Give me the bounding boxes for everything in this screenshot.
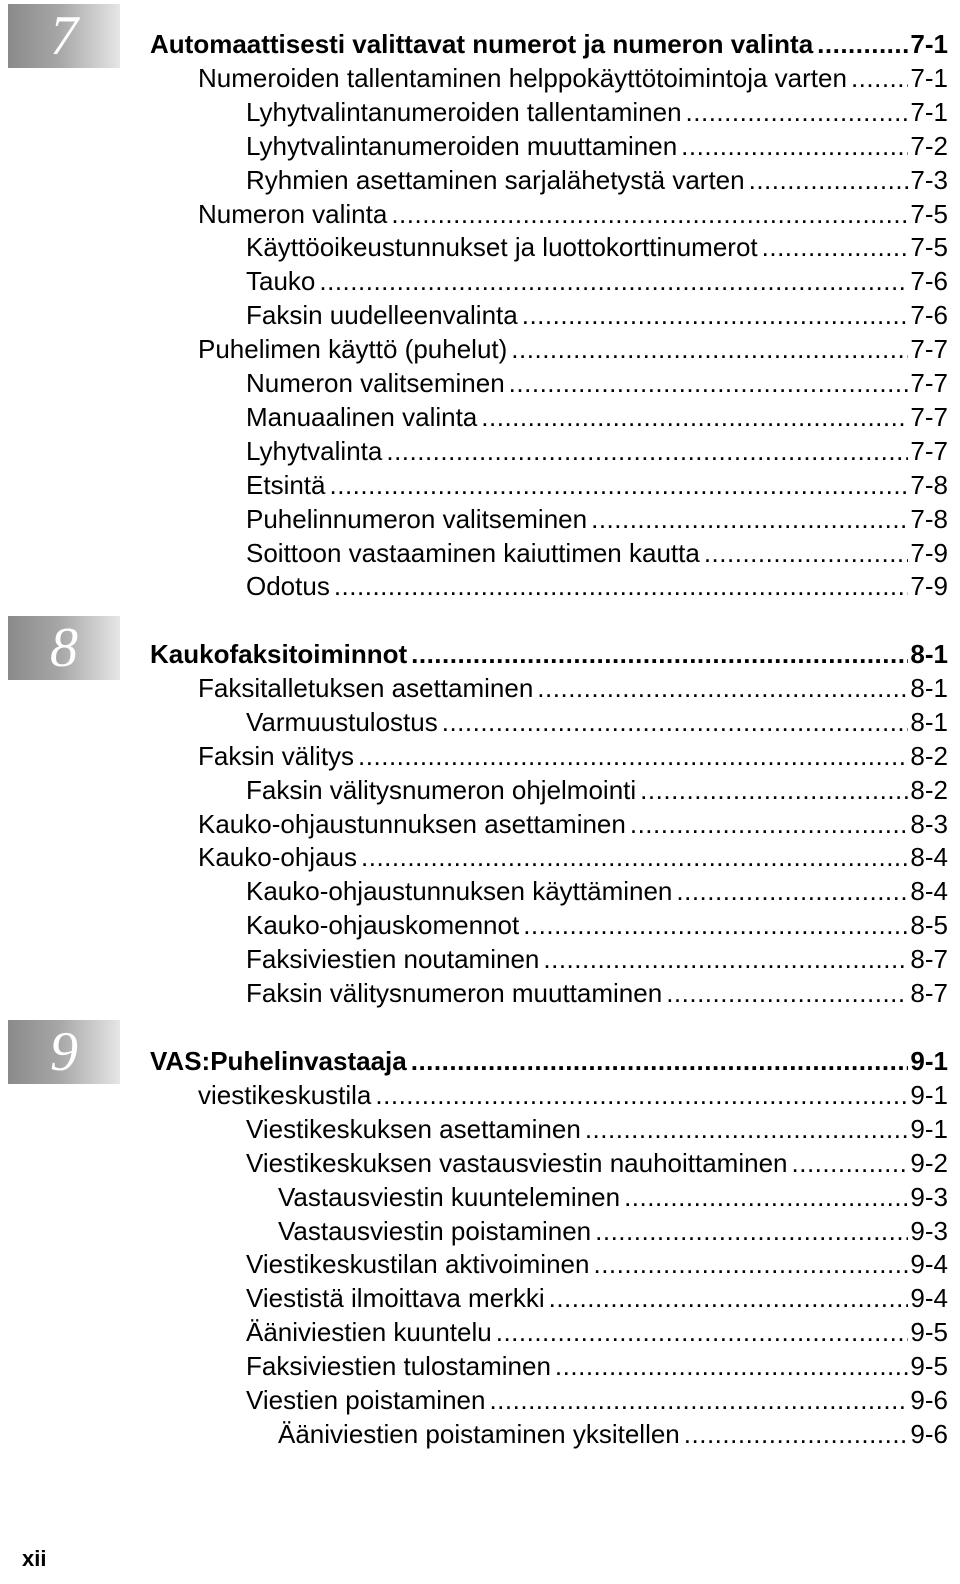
toc-entry-title: Kaukofaksitoiminnot bbox=[150, 639, 408, 669]
toc-entry-title: Viestien poistaminen bbox=[246, 1385, 486, 1415]
chapter-tab bbox=[8, 1020, 120, 1084]
toc-entry-page: 9-4 bbox=[910, 1283, 948, 1314]
toc-dot-leader bbox=[595, 1215, 908, 1247]
toc-entry-title: Kauko-ohjaus bbox=[198, 842, 357, 873]
toc-dot-leader bbox=[555, 1350, 909, 1382]
toc-entry-title: Ääniviestien kuuntelu bbox=[246, 1317, 492, 1348]
toc-entry-title: Lyhytvalintanumeroiden muuttaminen bbox=[246, 130, 678, 161]
toc-entry-page: 9-5 bbox=[910, 1351, 948, 1382]
toc-dot-leader bbox=[676, 875, 908, 907]
toc-entry-page: 7-8 bbox=[910, 503, 948, 534]
toc-entry-page: 7-9 bbox=[910, 571, 948, 602]
toc-dot-leader bbox=[522, 299, 909, 331]
toc-entry[interactable] bbox=[246, 706, 948, 738]
toc-entry[interactable] bbox=[198, 841, 948, 873]
toc-entry-page: 7-7 bbox=[910, 401, 948, 432]
toc-chapter-heading[interactable] bbox=[150, 638, 948, 670]
toc-entry-title: Faksiviestien tulostaminen bbox=[246, 1351, 551, 1382]
toc-entry-page: 7-5 bbox=[910, 232, 948, 263]
toc-entry-page: 9-1 bbox=[910, 1046, 948, 1076]
toc-entry[interactable] bbox=[278, 1418, 948, 1450]
toc-entry-page: 8-7 bbox=[910, 944, 948, 975]
toc-entry-title: Ääniviestien poistaminen yksitellen bbox=[278, 1418, 680, 1449]
toc-dot-leader bbox=[549, 1282, 909, 1314]
toc-dot-leader bbox=[666, 977, 908, 1009]
toc-entry-title: Faksin välitys bbox=[198, 740, 355, 771]
toc-dot-leader bbox=[481, 401, 908, 433]
toc-dot-leader bbox=[817, 28, 908, 60]
toc-dot-leader bbox=[411, 638, 908, 670]
toc-entry-title: Lyhytvalinta bbox=[246, 435, 383, 466]
toc-dot-leader bbox=[511, 333, 908, 365]
toc-dot-leader bbox=[411, 1045, 909, 1077]
toc-dot-leader bbox=[681, 130, 908, 162]
toc-dot-leader bbox=[496, 1316, 909, 1348]
toc-entry-page: 7-5 bbox=[910, 198, 948, 229]
toc-entry[interactable] bbox=[246, 367, 948, 399]
toc-entry-page: 7-6 bbox=[910, 300, 948, 331]
toc-entry-page: 8-5 bbox=[910, 910, 948, 941]
toc-dot-leader bbox=[543, 943, 908, 975]
toc-dot-leader bbox=[749, 164, 909, 196]
toc-entry-page: 9-3 bbox=[910, 1215, 948, 1246]
toc-entry[interactable] bbox=[246, 1113, 948, 1145]
toc-dot-leader bbox=[684, 1418, 909, 1450]
toc-entry-title: Vastausviestin kuunteleminen bbox=[278, 1181, 621, 1212]
toc-entry[interactable] bbox=[246, 1147, 948, 1179]
chapter-tab bbox=[8, 616, 120, 680]
toc-entry-title: Viestikeskuksen asettaminen bbox=[246, 1113, 581, 1144]
toc-entry[interactable] bbox=[246, 875, 948, 907]
toc-entry-page: 8-2 bbox=[910, 740, 948, 771]
toc-entry[interactable] bbox=[246, 231, 948, 263]
toc-chapter-heading[interactable] bbox=[150, 1045, 948, 1077]
toc-dot-leader bbox=[334, 570, 909, 602]
toc-entry-page: 8-7 bbox=[910, 978, 948, 1008]
toc-entry-title: Kauko-ohjauskomennot bbox=[246, 910, 520, 941]
toc-entry-title: Viestistä ilmoittava merkki bbox=[246, 1283, 545, 1314]
toc-entry-title: Varmuustulostus bbox=[246, 706, 438, 737]
toc-entry-title: Soittoon vastaaminen kaiuttimen kautta bbox=[246, 537, 700, 568]
toc-entry-page: 8-4 bbox=[910, 876, 948, 907]
toc-dot-leader bbox=[851, 62, 908, 94]
toc-entry[interactable] bbox=[198, 1079, 948, 1111]
toc-entry-page: 7-2 bbox=[910, 130, 948, 161]
toc-dot-leader bbox=[391, 198, 908, 230]
toc-entry[interactable] bbox=[246, 299, 948, 331]
chapter-number: 9 bbox=[50, 1021, 78, 1083]
toc-dot-leader bbox=[330, 469, 909, 501]
toc-entry-page: 7-6 bbox=[910, 266, 948, 297]
toc-entry-page: 9-2 bbox=[910, 1147, 948, 1178]
toc-entry-title: Kauko-ohjaustunnuksen käyttäminen bbox=[246, 876, 673, 907]
toc-dot-leader bbox=[509, 367, 909, 399]
toc-entry-title: Ryhmien asettaminen sarjalähetystä varten bbox=[246, 164, 745, 195]
toc-chapter-heading[interactable] bbox=[150, 28, 948, 60]
toc-entry-page: 7-8 bbox=[910, 469, 948, 500]
toc-entry-title: Manuaalinen valinta bbox=[246, 401, 478, 432]
toc-entry-page: 9-6 bbox=[910, 1385, 948, 1415]
chapter-number: 7 bbox=[50, 5, 78, 67]
toc-entry-title: Puhelinnumeron valitseminen bbox=[246, 503, 588, 534]
toc-entry-page: 7-7 bbox=[910, 368, 948, 398]
toc-entry-page: 8-1 bbox=[910, 639, 948, 669]
toc-entry[interactable] bbox=[198, 333, 948, 365]
toc-entry-page: 9-3 bbox=[910, 1181, 948, 1212]
toc-entry[interactable] bbox=[198, 740, 948, 772]
toc-dot-leader bbox=[442, 706, 909, 738]
toc-dot-leader bbox=[489, 1384, 908, 1416]
toc-dot-leader bbox=[686, 96, 909, 128]
toc-entry[interactable] bbox=[246, 1316, 948, 1348]
toc-entry-title: Lyhytvalintanumeroiden tallentaminen bbox=[246, 96, 682, 127]
toc-entry-page: 8-1 bbox=[910, 706, 948, 737]
toc-entry-title: Numeroiden tallentaminen helppokäyttötoimintoja varten bbox=[198, 62, 847, 93]
toc-dot-leader bbox=[591, 503, 908, 535]
toc-entry-page: 7-3 bbox=[910, 164, 948, 195]
toc-entry-title: Faksitalletuksen asettaminen bbox=[198, 672, 534, 703]
toc-entry-title: viestikeskustila bbox=[198, 1079, 372, 1110]
toc-entry-title: Numeron valitseminen bbox=[246, 368, 505, 398]
toc-entry-title: Viestikeskustilan aktivoiminen bbox=[246, 1249, 590, 1280]
toc-entry-page: 7-1 bbox=[910, 29, 948, 59]
toc-entry-title: Tauko bbox=[246, 266, 316, 297]
toc-entry-page: 7-7 bbox=[910, 435, 948, 466]
toc-entry-page: 9-6 bbox=[910, 1418, 948, 1449]
toc-entry[interactable] bbox=[246, 265, 948, 297]
toc-entry[interactable] bbox=[246, 1350, 948, 1382]
toc-entry-title: Odotus bbox=[246, 571, 330, 602]
toc-entry[interactable] bbox=[246, 570, 948, 602]
toc-entry[interactable] bbox=[246, 774, 948, 806]
toc-entry[interactable] bbox=[246, 1282, 948, 1314]
toc-dot-leader bbox=[704, 537, 909, 569]
toc-dot-leader bbox=[640, 774, 908, 806]
toc-entry[interactable] bbox=[246, 503, 948, 535]
chapter-number: 8 bbox=[50, 617, 78, 679]
toc-dot-leader bbox=[624, 1181, 908, 1213]
toc-entry-page: 7-9 bbox=[910, 537, 948, 568]
toc-entry[interactable] bbox=[246, 943, 948, 975]
toc-entry-title: Puhelimen käyttö (puhelut) bbox=[198, 334, 508, 365]
toc-entry[interactable] bbox=[198, 672, 948, 704]
toc-entry[interactable] bbox=[278, 1181, 948, 1213]
toc-entry-title: Automaattisesti valittavat numerot ja numeron valinta bbox=[150, 29, 814, 59]
toc-entry-title: Faksin välitysnumeron muuttaminen bbox=[246, 978, 663, 1008]
toc-entry-page: 9-4 bbox=[910, 1249, 948, 1280]
toc-entry[interactable] bbox=[246, 1248, 948, 1280]
toc-entry[interactable] bbox=[246, 130, 948, 162]
toc-dot-leader bbox=[386, 435, 908, 467]
toc-entry-page: 8-2 bbox=[910, 774, 948, 805]
toc-entry[interactable] bbox=[246, 469, 948, 501]
toc-entry[interactable] bbox=[246, 164, 948, 196]
toc-entry-page: 7-7 bbox=[910, 334, 948, 365]
toc-entry-title: Etsintä bbox=[246, 469, 326, 500]
toc-dot-leader bbox=[762, 231, 909, 263]
toc-entry[interactable] bbox=[198, 198, 948, 230]
toc-entry[interactable] bbox=[198, 62, 948, 94]
toc-entry[interactable] bbox=[246, 1384, 948, 1416]
toc-dot-leader bbox=[792, 1147, 909, 1179]
toc-dot-leader bbox=[358, 740, 908, 772]
toc-entry-title: Käyttöoikeustunnukset ja luottokorttinumerot bbox=[246, 232, 758, 263]
toc-entry[interactable] bbox=[278, 1215, 948, 1247]
toc-entry[interactable] bbox=[246, 537, 948, 569]
chapter-tab bbox=[8, 4, 120, 68]
toc-entry-title: Faksin uudelleenvalinta bbox=[246, 300, 518, 331]
toc-entry[interactable] bbox=[246, 435, 948, 467]
toc-entry-title: VAS:Puhelinvastaaja bbox=[150, 1046, 407, 1076]
toc-entry-page: 9-1 bbox=[910, 1113, 948, 1144]
toc-entry-title: Vastausviestin poistaminen bbox=[278, 1215, 592, 1246]
toc-entry-page: 8-4 bbox=[910, 842, 948, 873]
toc-dot-leader bbox=[361, 841, 908, 873]
toc-entry[interactable] bbox=[246, 401, 948, 433]
toc-dot-leader bbox=[537, 672, 908, 704]
toc-dot-leader bbox=[593, 1248, 908, 1280]
toc-entry[interactable] bbox=[246, 96, 948, 128]
toc-entry-page: 8-1 bbox=[910, 672, 948, 703]
toc-dot-leader bbox=[319, 265, 908, 297]
toc-entry-title: Numeron valinta bbox=[198, 198, 388, 229]
toc-dot-leader bbox=[523, 909, 908, 941]
toc-dot-leader bbox=[375, 1079, 908, 1111]
toc-entry-page: 8-3 bbox=[910, 808, 948, 839]
toc-entry[interactable] bbox=[246, 909, 948, 941]
toc-entry-title: Viestikeskuksen vastausviestin nauhoittaminen bbox=[246, 1147, 788, 1178]
toc-entry-page: 7-1 bbox=[910, 96, 948, 127]
toc-entry-title: Kauko-ohjaustunnuksen asettaminen bbox=[198, 808, 626, 839]
toc-entry-page: 9-1 bbox=[910, 1079, 948, 1110]
toc-entry-title: Faksin välitysnumeron ohjelmointi bbox=[246, 774, 637, 805]
toc-entry[interactable] bbox=[198, 808, 948, 840]
toc-entry-title: Faksiviestien noutaminen bbox=[246, 944, 540, 975]
toc-dot-leader bbox=[585, 1113, 909, 1145]
toc-entry[interactable] bbox=[246, 977, 948, 1009]
page-number: xii bbox=[22, 1546, 47, 1571]
toc-dot-leader bbox=[630, 808, 909, 840]
toc-entry-page: 7-1 bbox=[910, 62, 948, 93]
toc-entry-page: 9-5 bbox=[910, 1317, 948, 1348]
